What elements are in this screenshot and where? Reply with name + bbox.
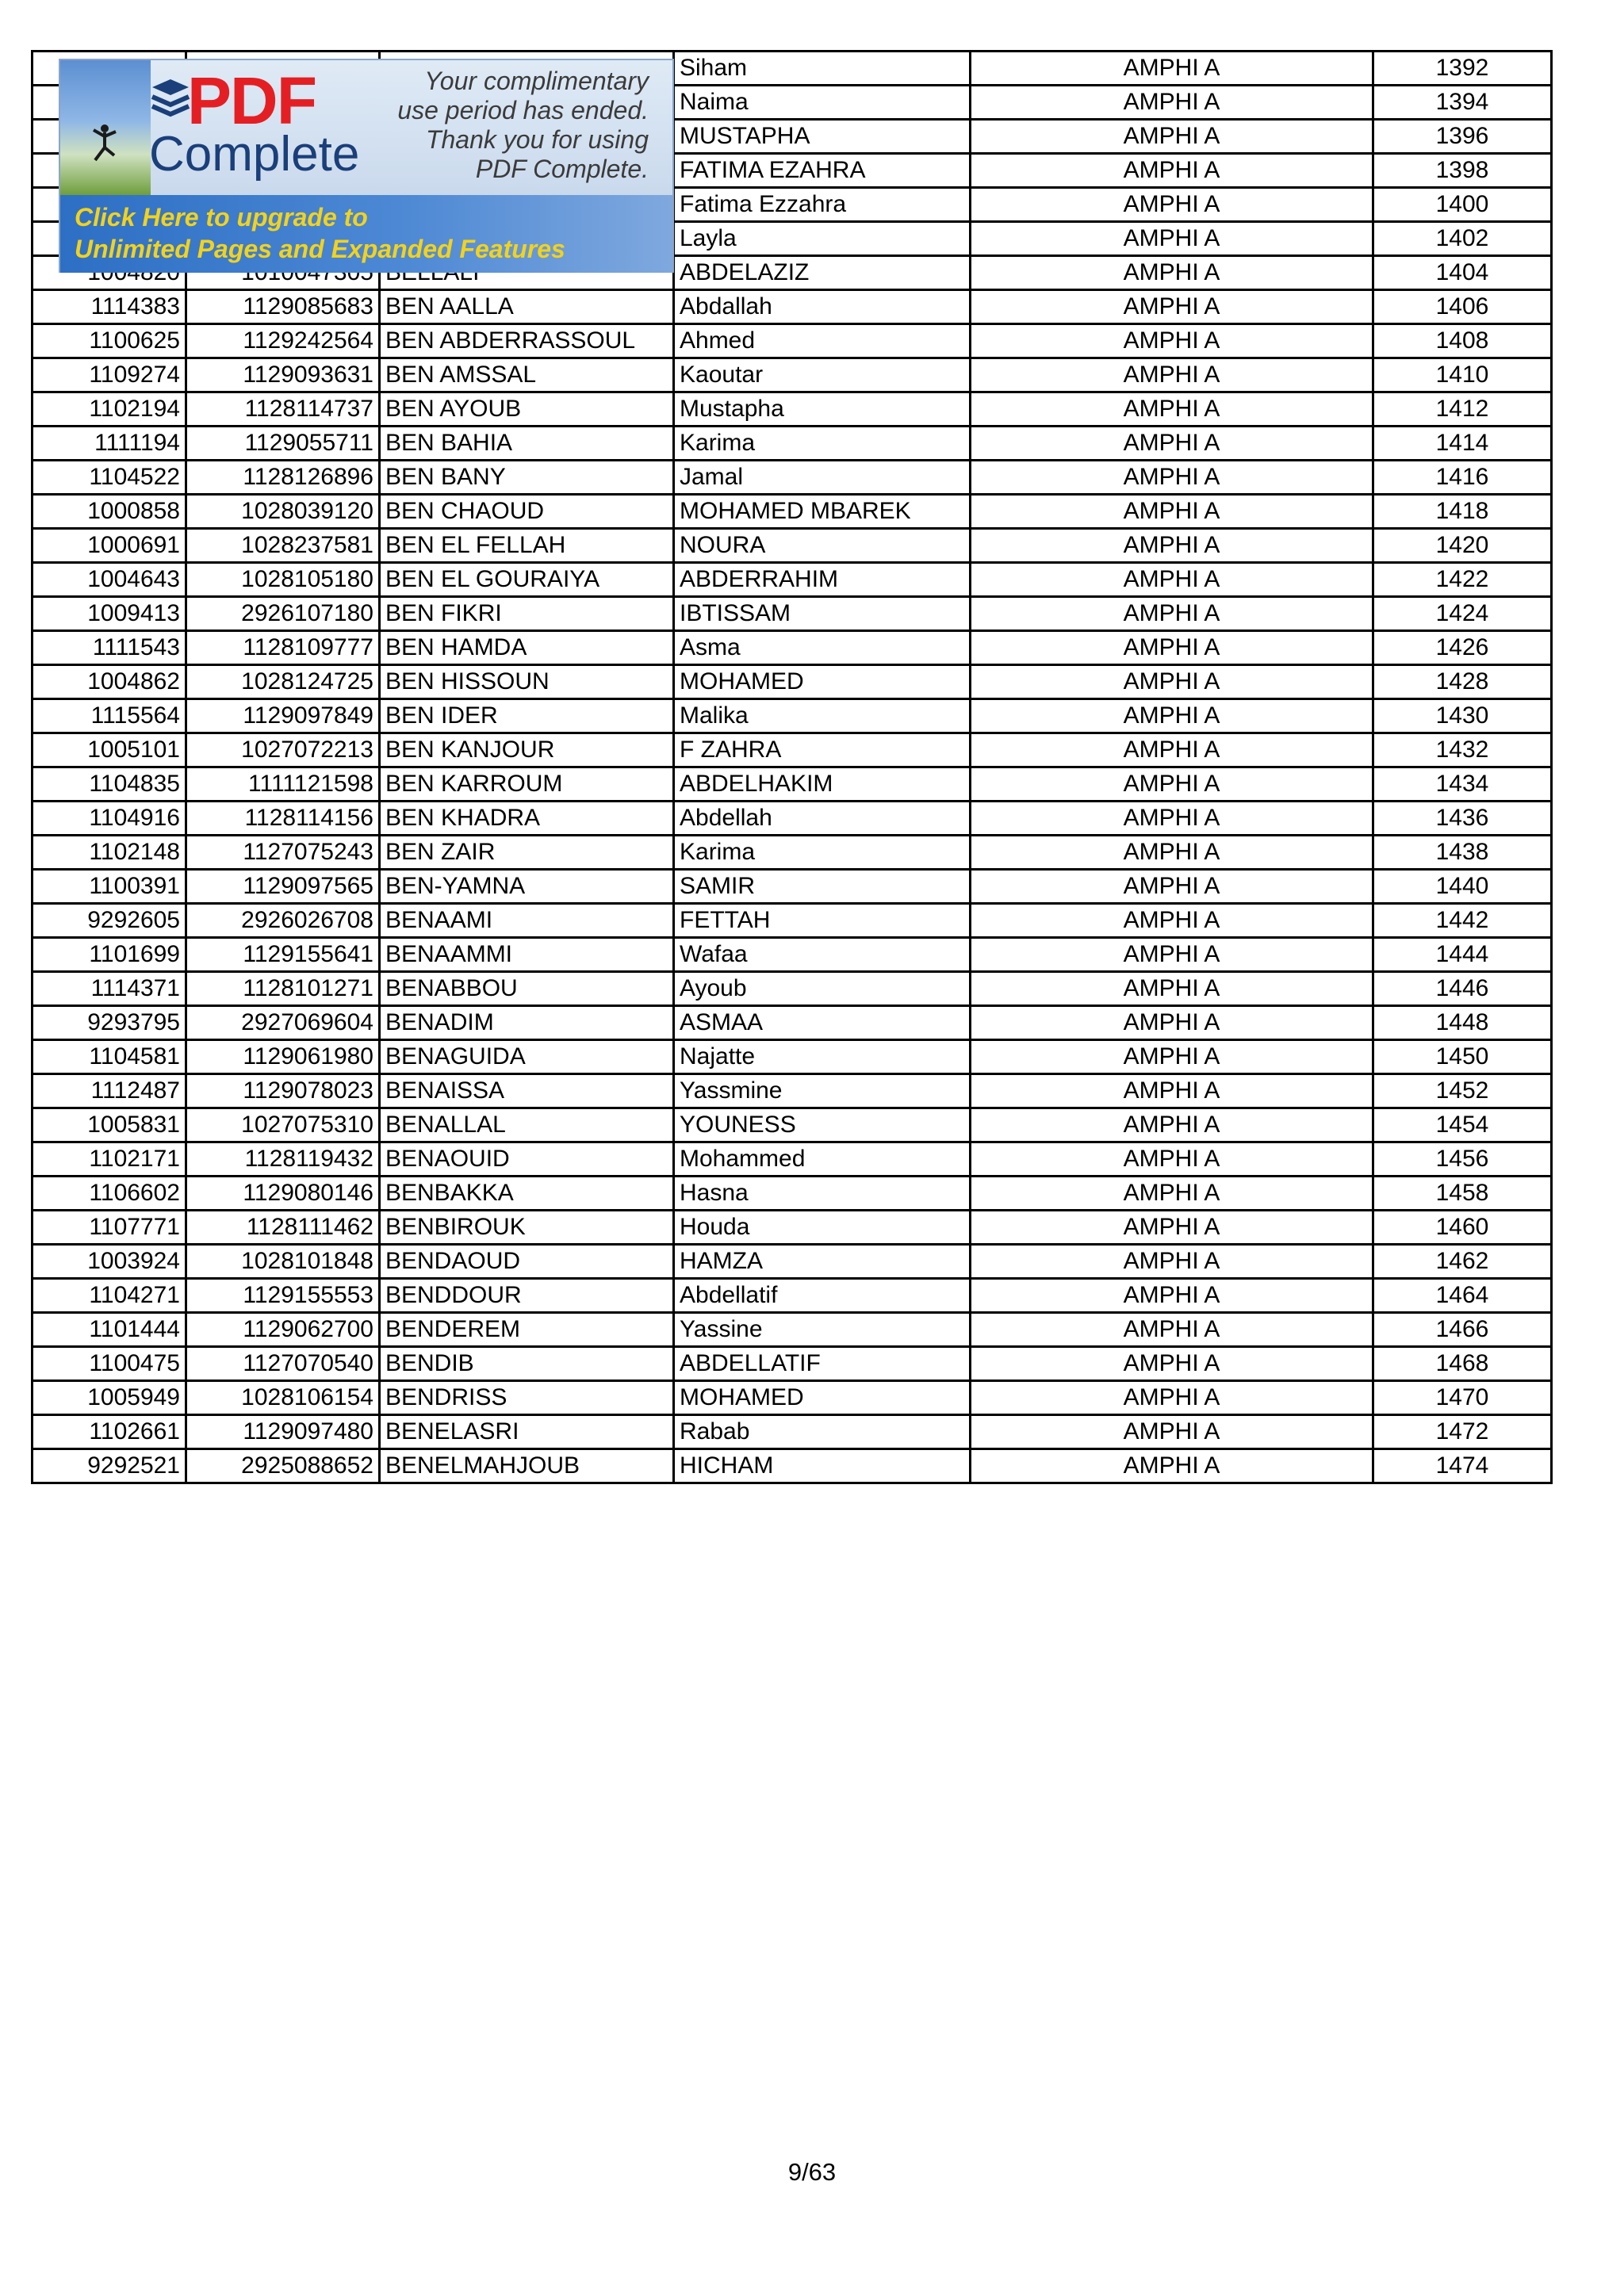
first-name-cell: Layla <box>674 222 971 256</box>
room-cell: AMPHI A <box>971 1142 1373 1177</box>
last-name-cell: BEN AMSSAL <box>380 358 674 392</box>
last-name-cell: BEN ABDERRASSOUL <box>380 324 674 358</box>
first-name-cell: HAMZA <box>674 1245 971 1279</box>
seat-number-cell: 1472 <box>1373 1415 1552 1449</box>
table-row <box>33 733 1552 767</box>
last-name-cell: BENAISSA <box>380 1074 674 1108</box>
table-row <box>33 1449 1552 1483</box>
room-cell: AMPHI A <box>971 597 1373 631</box>
room-cell: AMPHI A <box>971 1006 1373 1040</box>
room-cell: AMPHI A <box>971 290 1373 324</box>
last-name-cell: BEN ZAIR <box>380 836 674 870</box>
table-row <box>33 1347 1552 1381</box>
last-name-cell: BENADIM <box>380 1006 674 1040</box>
room-cell: AMPHI A <box>971 836 1373 870</box>
national-id-cell: 1127075243 <box>186 836 380 870</box>
room-cell: AMPHI A <box>971 154 1373 188</box>
student-id-cell: 1003924 <box>33 1245 186 1279</box>
last-name-cell: BEN FIKRI <box>380 597 674 631</box>
last-name-cell: BEN KHADRA <box>380 802 674 836</box>
national-id-cell: 1129097480 <box>186 1415 380 1449</box>
national-id-cell: 1128119432 <box>186 1142 380 1177</box>
seat-number-cell: 1446 <box>1373 972 1552 1006</box>
seat-number-cell: 1434 <box>1373 767 1552 802</box>
national-id-cell: 1129078023 <box>186 1074 380 1108</box>
room-cell: AMPHI A <box>971 427 1373 461</box>
national-id-cell: 1129155641 <box>186 938 380 972</box>
seat-number-cell: 1474 <box>1373 1449 1552 1483</box>
first-name-cell: MOHAMED <box>674 1381 971 1415</box>
room-cell: AMPHI A <box>971 1279 1373 1313</box>
first-name-cell: ABDELLATIF <box>674 1347 971 1381</box>
table-row <box>33 529 1552 563</box>
student-id-cell: 1102171 <box>33 1142 186 1177</box>
trial-ended-message: Your complimentary use period has ended. Thank you for using PDF Complete. <box>397 67 649 183</box>
national-id-cell: 1129085683 <box>186 290 380 324</box>
seat-number-cell: 1450 <box>1373 1040 1552 1074</box>
first-name-cell: Ayoub <box>674 972 971 1006</box>
upgrade-call-to-action[interactable] <box>60 195 672 273</box>
first-name-cell: Abdellatif <box>674 1279 971 1313</box>
jumping-person-photo <box>60 60 151 195</box>
seat-number-cell: 1400 <box>1373 188 1552 222</box>
seat-number-cell: 1424 <box>1373 597 1552 631</box>
table-row <box>33 665 1552 699</box>
student-id-cell: 1109274 <box>33 358 186 392</box>
jumping-person-icon <box>90 124 119 166</box>
room-cell: AMPHI A <box>971 1381 1373 1415</box>
first-name-cell: YOUNESS <box>674 1108 971 1142</box>
student-id-cell: 1114383 <box>33 290 186 324</box>
student-id-cell: 9292605 <box>33 904 186 938</box>
first-name-cell: Jamal <box>674 461 971 495</box>
seat-number-cell: 1470 <box>1373 1381 1552 1415</box>
cta-line-2[interactable]: Unlimited Pages and Expanded Features <box>75 235 565 263</box>
first-name-cell: Hasna <box>674 1177 971 1211</box>
national-id-cell: 1128101271 <box>186 972 380 1006</box>
national-id-cell: 1028237581 <box>186 529 380 563</box>
student-id-cell: 1100625 <box>33 324 186 358</box>
student-id-cell: 1101444 <box>33 1313 186 1347</box>
national-id-cell: 1028124725 <box>186 665 380 699</box>
last-name-cell: BENAAMMI <box>380 938 674 972</box>
table-row <box>33 290 1552 324</box>
national-id-cell: 1028106154 <box>186 1381 380 1415</box>
seat-number-cell: 1448 <box>1373 1006 1552 1040</box>
last-name-cell: BENBIROUK <box>380 1211 674 1245</box>
room-cell: AMPHI A <box>971 1313 1373 1347</box>
room-cell: AMPHI A <box>971 938 1373 972</box>
last-name-cell: BENDEREM <box>380 1313 674 1347</box>
seat-number-cell: 1406 <box>1373 290 1552 324</box>
last-name-cell: BENAOUID <box>380 1142 674 1177</box>
seat-number-cell: 1402 <box>1373 222 1552 256</box>
national-id-cell: 2927069604 <box>186 1006 380 1040</box>
table-row <box>33 836 1552 870</box>
national-id-cell: 1028105180 <box>186 563 380 597</box>
table-row <box>33 972 1552 1006</box>
room-cell: AMPHI A <box>971 1177 1373 1211</box>
room-cell: AMPHI A <box>971 767 1373 802</box>
room-cell: AMPHI A <box>971 904 1373 938</box>
table-row <box>33 631 1552 665</box>
room-cell: AMPHI A <box>971 86 1373 120</box>
last-name-cell: BEN BAHIA <box>380 427 674 461</box>
table-row <box>33 495 1552 529</box>
national-id-cell: 1129097565 <box>186 870 380 904</box>
table-row <box>33 461 1552 495</box>
room-cell: AMPHI A <box>971 733 1373 767</box>
last-name-cell: BENDRISS <box>380 1381 674 1415</box>
student-id-cell: 1111194 <box>33 427 186 461</box>
room-cell: AMPHI A <box>971 461 1373 495</box>
last-name-cell: BEN BANY <box>380 461 674 495</box>
table-row <box>33 904 1552 938</box>
room-cell: AMPHI A <box>971 188 1373 222</box>
pdf-complete-upgrade-banner[interactable] <box>59 59 674 273</box>
national-id-cell: 1129061980 <box>186 1040 380 1074</box>
student-id-cell: 1115564 <box>33 699 186 733</box>
student-id-cell: 1004862 <box>33 665 186 699</box>
student-id-cell: 1104916 <box>33 802 186 836</box>
national-id-cell: 1129062700 <box>186 1313 380 1347</box>
national-id-cell: 1027072213 <box>186 733 380 767</box>
last-name-cell: BEN HAMDA <box>380 631 674 665</box>
student-id-cell: 1102148 <box>33 836 186 870</box>
first-name-cell: ABDELHAKIM <box>674 767 971 802</box>
first-name-cell: Wafaa <box>674 938 971 972</box>
student-id-cell: 1104271 <box>33 1279 186 1313</box>
room-cell: AMPHI A <box>971 1449 1373 1483</box>
last-name-cell: BENDIB <box>380 1347 674 1381</box>
first-name-cell: Fatima Ezzahra <box>674 188 971 222</box>
first-name-cell: Abdellah <box>674 802 971 836</box>
first-name-cell: Houda <box>674 1211 971 1245</box>
table-row <box>33 1040 1552 1074</box>
seat-number-cell: 1408 <box>1373 324 1552 358</box>
student-id-cell: 1114371 <box>33 972 186 1006</box>
seat-number-cell: 1432 <box>1373 733 1552 767</box>
first-name-cell: Abdallah <box>674 290 971 324</box>
room-cell: AMPHI A <box>971 529 1373 563</box>
room-cell: AMPHI A <box>971 1074 1373 1108</box>
table-row <box>33 1074 1552 1108</box>
student-id-cell: 1104522 <box>33 461 186 495</box>
last-name-cell: BEN CHAOUD <box>380 495 674 529</box>
national-id-cell: 1028039120 <box>186 495 380 529</box>
last-name-cell: BENALLAL <box>380 1108 674 1142</box>
table-row <box>33 1415 1552 1449</box>
student-id-cell: 1000858 <box>33 495 186 529</box>
first-name-cell: Rabab <box>674 1415 971 1449</box>
national-id-cell: 2926107180 <box>186 597 380 631</box>
first-name-cell: Najatte <box>674 1040 971 1074</box>
first-name-cell: FATIMA EZAHRA <box>674 154 971 188</box>
seat-number-cell: 1436 <box>1373 802 1552 836</box>
room-cell: AMPHI A <box>971 870 1373 904</box>
first-name-cell: ABDERRAHIM <box>674 563 971 597</box>
student-id-cell: 1102661 <box>33 1415 186 1449</box>
student-id-cell: 1112487 <box>33 1074 186 1108</box>
seat-number-cell: 1410 <box>1373 358 1552 392</box>
first-name-cell: HICHAM <box>674 1449 971 1483</box>
table-row <box>33 1313 1552 1347</box>
national-id-cell: 1129097849 <box>186 699 380 733</box>
student-id-cell: 1005831 <box>33 1108 186 1142</box>
room-cell: AMPHI A <box>971 699 1373 733</box>
seat-number-cell: 1430 <box>1373 699 1552 733</box>
table-row <box>33 563 1552 597</box>
first-name-cell: Yassine <box>674 1313 971 1347</box>
national-id-cell: 1128111462 <box>186 1211 380 1245</box>
student-id-cell: 1102194 <box>33 392 186 427</box>
national-id-cell: 1028101848 <box>186 1245 380 1279</box>
seat-number-cell: 1414 <box>1373 427 1552 461</box>
room-cell: AMPHI A <box>971 1108 1373 1142</box>
national-id-cell: 1128126896 <box>186 461 380 495</box>
first-name-cell: Naima <box>674 86 971 120</box>
national-id-cell: 1111121598 <box>186 767 380 802</box>
first-name-cell: Asma <box>674 631 971 665</box>
last-name-cell: BENELASRI <box>380 1415 674 1449</box>
student-id-cell: 1100391 <box>33 870 186 904</box>
logo-complete-text: Complete <box>149 127 360 182</box>
room-cell: AMPHI A <box>971 222 1373 256</box>
national-id-cell: 1128114737 <box>186 392 380 427</box>
student-id-cell: 9292521 <box>33 1449 186 1483</box>
logo-pdf-text: PDF <box>187 63 316 138</box>
first-name-cell: MUSTAPHA <box>674 120 971 154</box>
last-name-cell: BEN EL GOURAIYA <box>380 563 674 597</box>
last-name-cell: BENABBOU <box>380 972 674 1006</box>
first-name-cell: Yassmine <box>674 1074 971 1108</box>
first-name-cell: Karima <box>674 836 971 870</box>
table-row <box>33 870 1552 904</box>
seat-number-cell: 1438 <box>1373 836 1552 870</box>
national-id-cell: 2925088652 <box>186 1449 380 1483</box>
table-row <box>33 802 1552 836</box>
student-id-cell: 1009413 <box>33 597 186 631</box>
seat-number-cell: 1444 <box>1373 938 1552 972</box>
last-name-cell: BENBAKKA <box>380 1177 674 1211</box>
table-row <box>33 358 1552 392</box>
first-name-cell: MOHAMED <box>674 665 971 699</box>
student-id-cell: 1100475 <box>33 1347 186 1381</box>
room-cell: AMPHI A <box>971 1211 1373 1245</box>
last-name-cell: BENDDOUR <box>380 1279 674 1313</box>
table-row <box>33 392 1552 427</box>
student-id-cell: 1101699 <box>33 938 186 972</box>
room-cell: AMPHI A <box>971 563 1373 597</box>
room-cell: AMPHI A <box>971 392 1373 427</box>
student-id-cell: 1106602 <box>33 1177 186 1211</box>
seat-number-cell: 1394 <box>1373 86 1552 120</box>
room-cell: AMPHI A <box>971 972 1373 1006</box>
seat-number-cell: 1452 <box>1373 1074 1552 1108</box>
seat-number-cell: 1426 <box>1373 631 1552 665</box>
seat-number-cell: 1468 <box>1373 1347 1552 1381</box>
table-row <box>33 767 1552 802</box>
first-name-cell: Ahmed <box>674 324 971 358</box>
seat-number-cell: 1396 <box>1373 120 1552 154</box>
student-id-cell: 1104581 <box>33 1040 186 1074</box>
room-cell: AMPHI A <box>971 120 1373 154</box>
table-row <box>33 938 1552 972</box>
last-name-cell: BENDAOUD <box>380 1245 674 1279</box>
student-id-cell: 1000691 <box>33 529 186 563</box>
first-name-cell: IBTISSAM <box>674 597 971 631</box>
table-row <box>33 1142 1552 1177</box>
room-cell: AMPHI A <box>971 1245 1373 1279</box>
seat-number-cell: 1458 <box>1373 1177 1552 1211</box>
last-name-cell: BEN EL FELLAH <box>380 529 674 563</box>
room-cell: AMPHI A <box>971 256 1373 290</box>
table-row <box>33 1279 1552 1313</box>
room-cell: AMPHI A <box>971 631 1373 665</box>
cta-line-1[interactable]: Click Here to upgrade to <box>75 203 368 232</box>
student-id-cell: 1005949 <box>33 1381 186 1415</box>
seat-number-cell: 1418 <box>1373 495 1552 529</box>
table-row <box>33 324 1552 358</box>
first-name-cell: Mustapha <box>674 392 971 427</box>
seat-number-cell: 1420 <box>1373 529 1552 563</box>
room-cell: AMPHI A <box>971 665 1373 699</box>
last-name-cell: BEN IDER <box>380 699 674 733</box>
first-name-cell: NOURA <box>674 529 971 563</box>
first-name-cell: ASMAA <box>674 1006 971 1040</box>
last-name-cell: BENELMAHJOUB <box>380 1449 674 1483</box>
national-id-cell: 1027075310 <box>186 1108 380 1142</box>
room-cell: AMPHI A <box>971 1040 1373 1074</box>
seat-number-cell: 1462 <box>1373 1245 1552 1279</box>
seat-number-cell: 1442 <box>1373 904 1552 938</box>
first-name-cell: MOHAMED MBAREK <box>674 495 971 529</box>
table-row <box>33 1245 1552 1279</box>
table-row <box>33 427 1552 461</box>
seat-number-cell: 1416 <box>1373 461 1552 495</box>
room-cell: AMPHI A <box>971 802 1373 836</box>
national-id-cell: 1129155553 <box>186 1279 380 1313</box>
student-id-cell: 1104835 <box>33 767 186 802</box>
room-cell: AMPHI A <box>971 358 1373 392</box>
last-name-cell: BEN AALLA <box>380 290 674 324</box>
national-id-cell: 1129093631 <box>186 358 380 392</box>
table-row <box>33 597 1552 631</box>
first-name-cell: ABDELAZIZ <box>674 256 971 290</box>
first-name-cell: Siham <box>674 52 971 86</box>
student-id-cell: 1107771 <box>33 1211 186 1245</box>
student-id-cell: 1111543 <box>33 631 186 665</box>
table-row <box>33 1177 1552 1211</box>
seat-number-cell: 1412 <box>1373 392 1552 427</box>
seat-number-cell: 1422 <box>1373 563 1552 597</box>
national-id-cell: 1129055711 <box>186 427 380 461</box>
seat-number-cell: 1456 <box>1373 1142 1552 1177</box>
room-cell: AMPHI A <box>971 324 1373 358</box>
first-name-cell: Karima <box>674 427 971 461</box>
seat-number-cell: 1398 <box>1373 154 1552 188</box>
first-name-cell: F ZAHRA <box>674 733 971 767</box>
seat-number-cell: 1392 <box>1373 52 1552 86</box>
table-row <box>33 699 1552 733</box>
room-cell: AMPHI A <box>971 1347 1373 1381</box>
page-number: 9/63 <box>787 2158 837 2186</box>
seat-number-cell: 1466 <box>1373 1313 1552 1347</box>
seat-number-cell: 1464 <box>1373 1279 1552 1313</box>
last-name-cell: BEN KARROUM <box>380 767 674 802</box>
last-name-cell: BENAGUIDA <box>380 1040 674 1074</box>
seat-number-cell: 1460 <box>1373 1211 1552 1245</box>
last-name-cell: BEN AYOUB <box>380 392 674 427</box>
student-id-cell: 9293795 <box>33 1006 186 1040</box>
last-name-cell: BEN KANJOUR <box>380 733 674 767</box>
first-name-cell: Mohammed <box>674 1142 971 1177</box>
room-cell: AMPHI A <box>971 1415 1373 1449</box>
student-id-cell: 1005101 <box>33 733 186 767</box>
table-row <box>33 1006 1552 1040</box>
national-id-cell: 1129080146 <box>186 1177 380 1211</box>
last-name-cell: BEN HISSOUN <box>380 665 674 699</box>
room-cell: AMPHI A <box>971 52 1373 86</box>
national-id-cell: 1129242564 <box>186 324 380 358</box>
seat-number-cell: 1404 <box>1373 256 1552 290</box>
first-name-cell: Malika <box>674 699 971 733</box>
first-name-cell: Kaoutar <box>674 358 971 392</box>
seat-number-cell: 1428 <box>1373 665 1552 699</box>
national-id-cell: 1128114156 <box>186 802 380 836</box>
national-id-cell: 2926026708 <box>186 904 380 938</box>
seat-number-cell: 1440 <box>1373 870 1552 904</box>
first-name-cell: FETTAH <box>674 904 971 938</box>
last-name-cell: BEN-YAMNA <box>380 870 674 904</box>
national-id-cell: 1128109777 <box>186 631 380 665</box>
table-row <box>33 1211 1552 1245</box>
first-name-cell: SAMIR <box>674 870 971 904</box>
last-name-cell: BENAAMI <box>380 904 674 938</box>
table-row <box>33 1381 1552 1415</box>
table-row <box>33 1108 1552 1142</box>
student-id-cell: 1004643 <box>33 563 186 597</box>
seat-number-cell: 1454 <box>1373 1108 1552 1142</box>
national-id-cell: 1127070540 <box>186 1347 380 1381</box>
layers-logo-icon <box>149 76 192 124</box>
room-cell: AMPHI A <box>971 495 1373 529</box>
